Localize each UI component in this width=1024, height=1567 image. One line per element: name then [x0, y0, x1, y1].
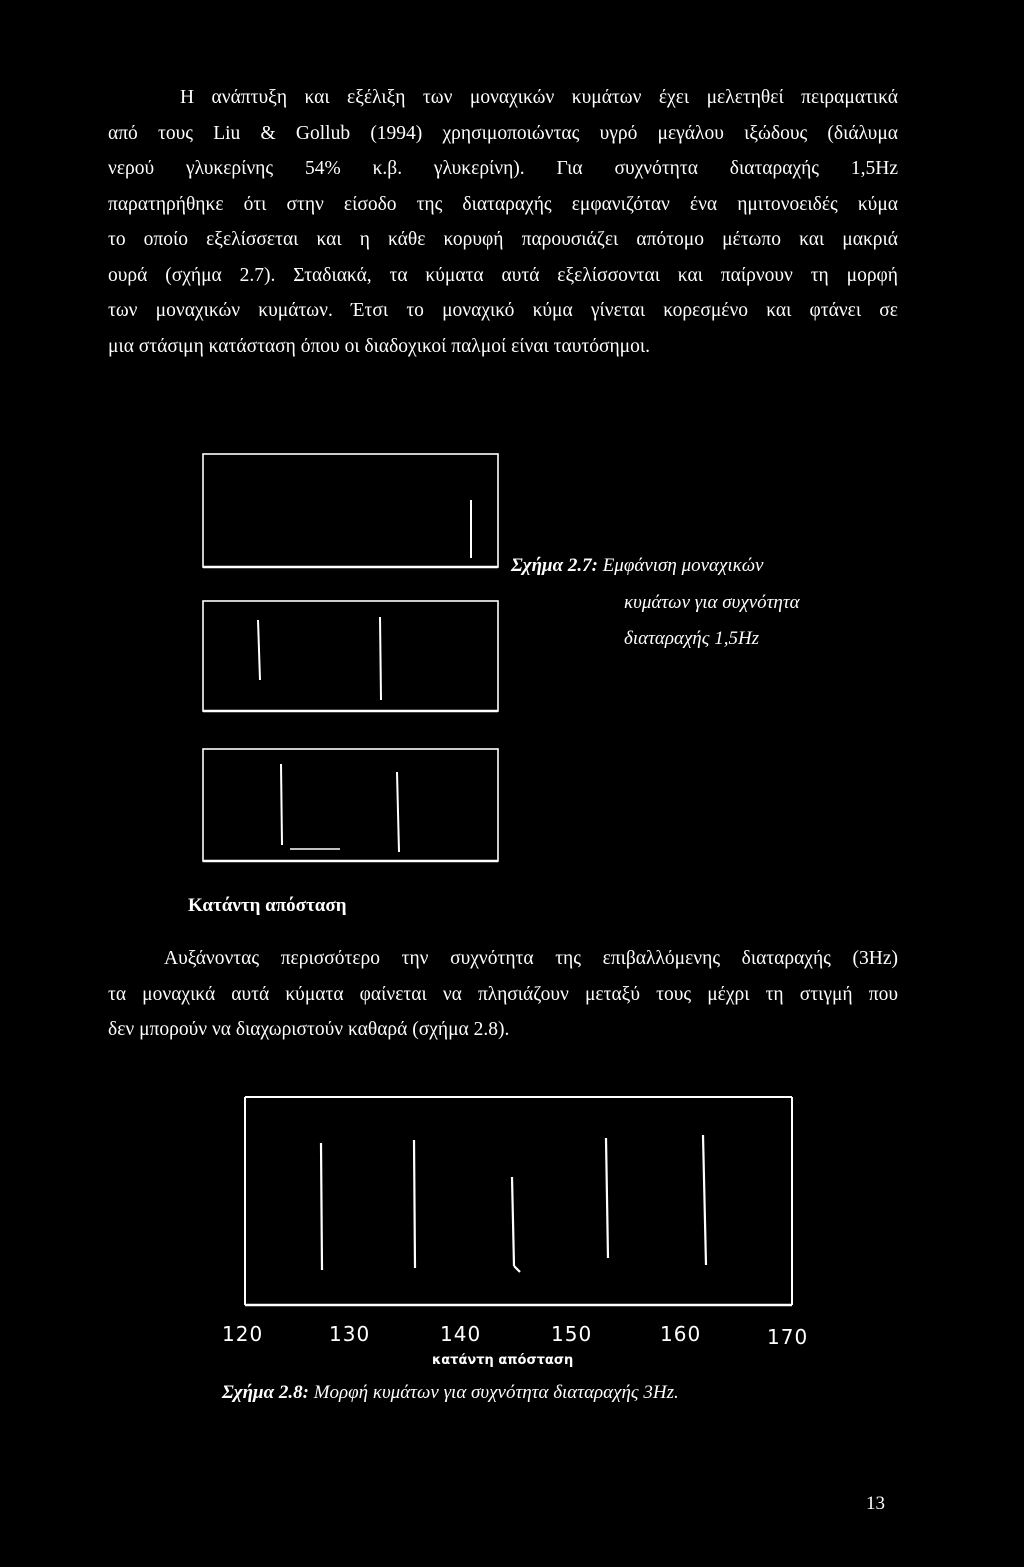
wave-panel-2-8 — [245, 1097, 792, 1305]
text-line: Η ανάπτυξη και εξέλιξη των μοναχικών κυμάτων έχει μελετηθεί πειραματικά — [180, 87, 898, 108]
figure-2-7-caption — [511, 548, 800, 658]
tick-label: 150 — [551, 1322, 593, 1346]
figure-2-8-caption — [222, 1375, 679, 1412]
wave-panel-3 — [203, 749, 498, 861]
caption-text: Μορφή κυμάτων για συχνότητα διαταραχής 3Hz. — [313, 1382, 679, 1403]
page-number: 13 — [866, 1493, 885, 1514]
wave-panel-1 — [203, 454, 498, 567]
tick-label: 160 — [660, 1322, 702, 1346]
text-line: τα μοναχικά αυτά κύματα φαίνεται να πλησιάζουν μεταξύ τους μέχρι τη στιγμή που — [108, 983, 898, 1005]
text-line: δεν μπορούν να διαχωριστούν καθαρά (σχήμα 2.8). — [108, 1019, 510, 1040]
text-line: Αυξάνοντας περισσότερο την συχνότητα της επιβαλλόμενης διαταραχής (3Hz) — [164, 948, 898, 969]
wave-panel-2 — [203, 601, 498, 711]
figure-2-7-x-label: Κατάντη απόσταση — [188, 895, 347, 916]
text-line: παρατηρήθηκε ότι στην είσοδο της διαταραχής εμφανιζόταν ένα ημιτονοειδές κύμα — [108, 193, 898, 215]
text-line: ουρά (σχήμα 2.7). Σταδιακά, τα κύματα αυτά εξελίσσονται και παίρνουν τη μορφή — [108, 264, 898, 286]
caption-text: κυμάτων για συχνότητα — [624, 591, 800, 613]
caption-text: Εμφάνιση μοναχικών — [602, 555, 764, 576]
tick-label: 170 — [767, 1325, 809, 1349]
caption-text: διαταραχής 1,5Hz — [624, 628, 760, 649]
text-line: νερού γλυκερίνης 54% κ.β. γλυκερίνη). Για συχνότητα διαταραχής 1,5Hz — [108, 158, 898, 179]
text-line: το οποίο εξελίσσεται και η κάθε κορυφή παρουσιάζει απότομο μέτωπο και μακριά — [108, 229, 898, 250]
figure-2-8-x-label: κατάντη απόσταση — [432, 1353, 574, 1368]
text-line: από τους Liu & Gollub (1994) χρησιμοποιώντας υγρό μεγάλου ιξώδους (διάλυμα — [108, 122, 898, 144]
text-line: μια στάσιμη κατάσταση όπου οι διαδοχικοί παλμοί είναι ταυτόσημοι. — [108, 335, 650, 357]
paragraph-frequency — [108, 941, 898, 1048]
tick-label: 130 — [329, 1322, 371, 1346]
text-line: των μοναχικών κυμάτων. Έτσι το μοναχικό κύμα γίνεται κορεσμένο και φτάνει σε — [108, 300, 898, 321]
caption-label: Σχήμα 2.8: — [222, 1382, 309, 1403]
tick-label: 140 — [440, 1322, 482, 1346]
tick-label: 120 — [222, 1322, 264, 1346]
caption-label: Σχήμα 2.7: — [511, 555, 598, 576]
